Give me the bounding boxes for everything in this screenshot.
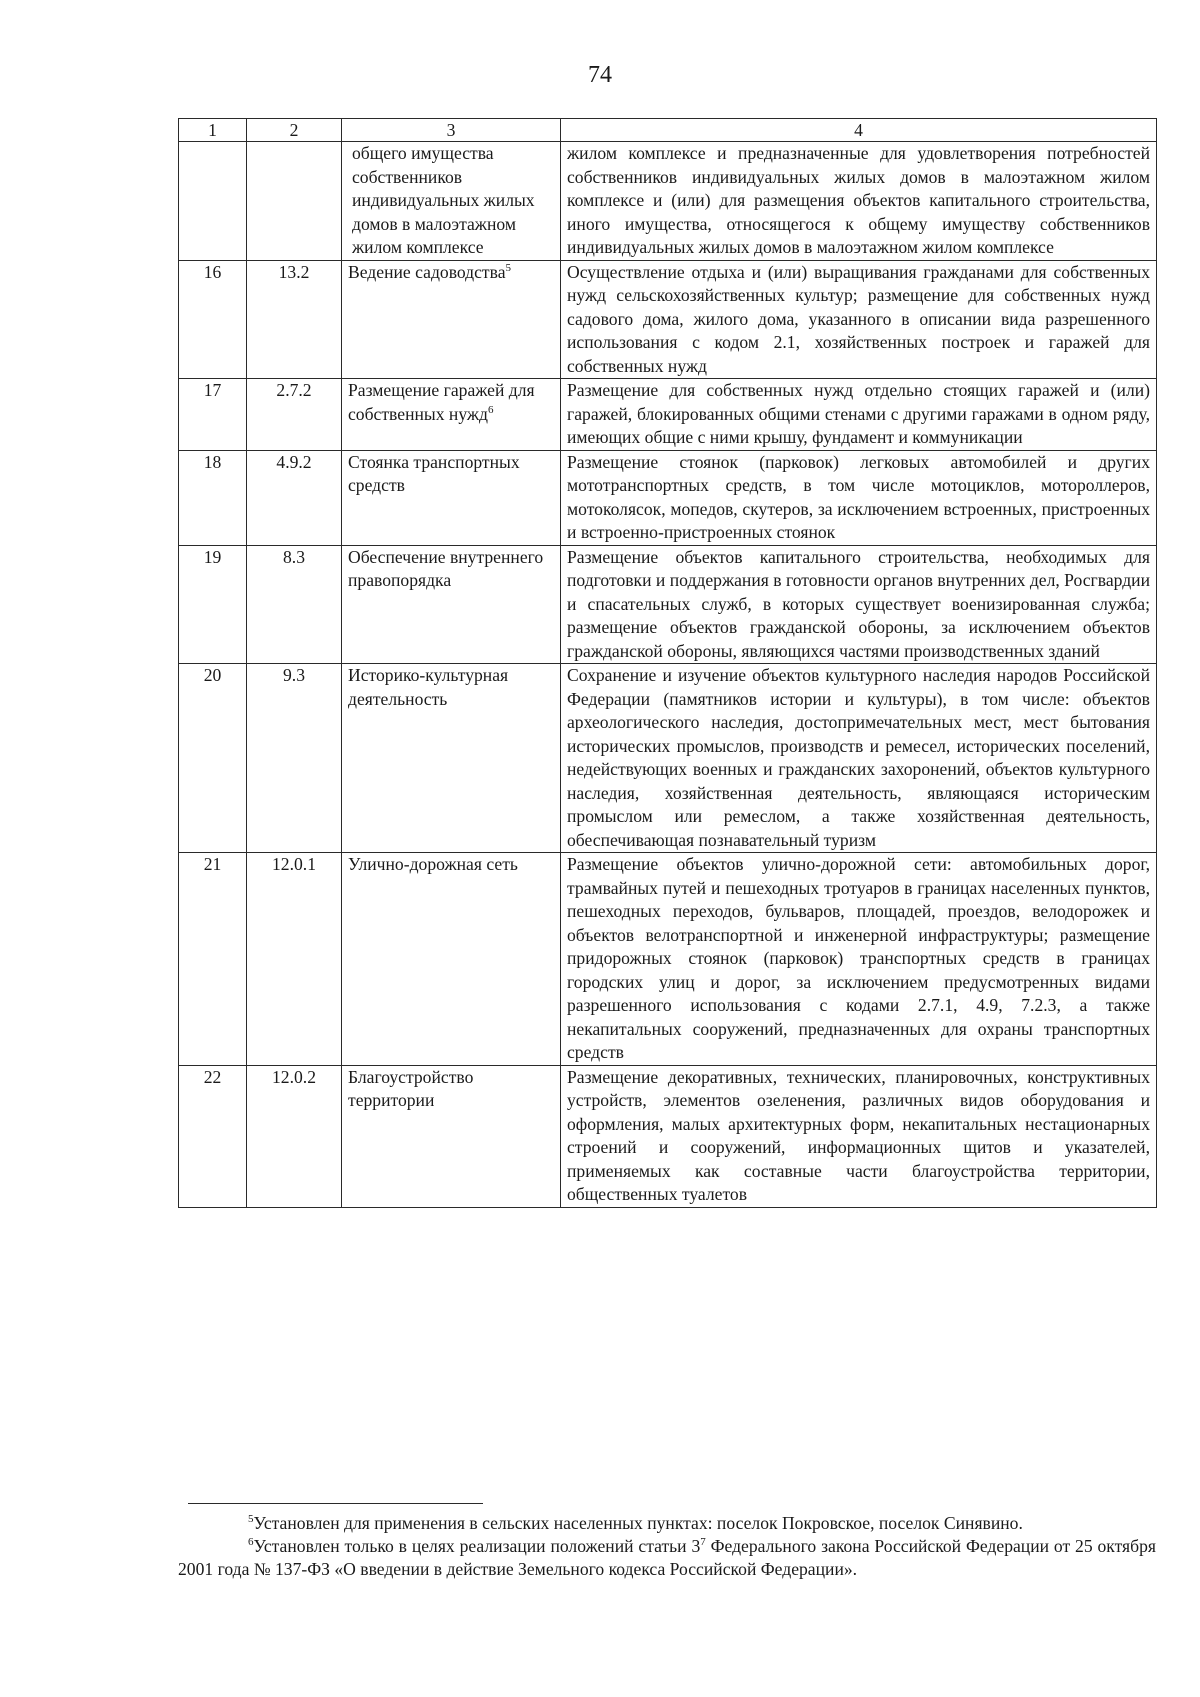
footnote-text: Установлен только в целях реализации положений статьи 3 — [253, 1536, 701, 1556]
use-name-text: Историко-культурная деятельность — [348, 665, 509, 709]
use-name — [342, 853, 561, 1066]
column-header: 4 — [561, 119, 1157, 142]
use-name — [342, 1065, 561, 1207]
use-name-text: Стоянка транспортных средств — [348, 451, 520, 495]
table-row — [179, 142, 1157, 261]
footnote — [178, 1512, 1156, 1535]
footnotes — [178, 1512, 1156, 1581]
footnote-ref: 6 — [488, 403, 494, 416]
table-row — [179, 379, 1157, 451]
row-number — [179, 142, 247, 261]
table-row — [179, 853, 1157, 1066]
use-code: 9.3 — [247, 664, 342, 853]
use-name-text: Улично-дорожная сеть — [348, 854, 518, 874]
footnote-ref: 5 — [505, 261, 512, 274]
use-code: 4.9.2 — [247, 450, 342, 545]
land-use-table — [178, 118, 1157, 1208]
use-description: Сохранение и изучение объектов культурного наследия народов Российской Федерации (памятников истории и культуры), в том числе: объектов археологического наследия, достопримечательных мест, мест бытования исторических промыслов, производств и ремесел, исторических поселений, недействующих военных и гражданских захоронений, объектов культурного наследия, хозяйственная деятельность, являющаяся историческим промыслом или ремеслом, а также хозяйственная деятельность, обеспечивающая познавательный туризм — [561, 664, 1157, 853]
use-code: 12.0.1 — [247, 853, 342, 1066]
row-number: 20 — [179, 664, 247, 853]
footnote-marker: 6 — [248, 1536, 254, 1548]
use-description: Размещение объектов капитального строительства, необходимых для подготовки и поддержания в готовности органов внутренних дел, Росгвардии и спасательных служб, в которых существует военизированная служба; размещение объектов гражданской обороны, за исключением объектов гражданской обороны, являющихся частями производственных зданий — [561, 545, 1157, 664]
footnote-text: Установлен для применения в сельских населенных пунктах: поселок Покровское, поселок Синявино. — [253, 1513, 1023, 1533]
table-row — [179, 664, 1157, 853]
use-description: Размещение для собственных нужд отдельно стоящих гаражей и (или) гаражей, блокированных общими стенами с другими гаражами в одном ряду, имеющих общие с ними крышу, фундамент и коммуникации — [561, 379, 1157, 451]
use-description: жилом комплексе и предназначенные для удовлетворения потребностей собственников индивидуальных жилых домов в малоэтажном жилом комплексе и (или) для размещения объектов капитального строительства, иного имущества, относящегося к общему имуществу собственников индивидуальных жилых домов в малоэтажном жилом комплексе — [561, 142, 1157, 261]
column-header: 1 — [179, 119, 247, 142]
use-code: 8.3 — [247, 545, 342, 664]
table-row — [179, 545, 1157, 664]
column-header: 3 — [342, 119, 561, 142]
use-description: Размещение объектов улично-дорожной сети: автомобильных дорог, трамвайных путей и пешеходных тротуаров в границах населенных пунктов, пешеходных переходов, бульваров, площадей, проездов, велодорожек и объектов велотранспортной и инженерной инфраструктуры; размещение придорожных стоянок (парковок) транспортных средств в границах городских улиц и дорог, за исключением предусмотренных видами разрешенного использования с кодами 2.7.1, 4.9, 7.2.3, а также некапитальных сооружений, предназначенных для охраны транспортных средств — [561, 853, 1157, 1066]
use-description: Размещение стоянок (парковок) легковых автомобилей и других мототранспортных средств, в том числе мотоциклов, мотороллеров, мотоколясок, мопедов, скутеров, за исключением встроенных, пристроенных и встроенно-пристроенных стоянок — [561, 450, 1157, 545]
page-number: 74 — [588, 62, 612, 88]
footnote-text: Федерального закона Российской Федерации от 25 октября 2001 года № 137-ФЗ «О введении в действие Земельного кодекса Российской Федерации». — [178, 1536, 1156, 1579]
use-description: Размещение декоративных, технических, планировочных, конструктивных устройств, элементов озеленения, различных видов оборудования и оформления, малых архитектурных форм, некапитальных нестационарных строений и сооружений, информационных щитов и указателей, применяемых как составные части благоустройства территории, общественных туалетов — [561, 1065, 1157, 1207]
use-name-text: Обеспечение внутреннего правопорядка — [348, 546, 544, 590]
use-name-text: Ведение садоводства — [348, 261, 506, 282]
use-name — [342, 260, 561, 379]
table-row — [179, 260, 1157, 379]
row-number: 21 — [179, 853, 247, 1066]
use-name — [342, 142, 561, 261]
use-code: 13.2 — [247, 260, 342, 379]
footnote-marker: 5 — [248, 1513, 254, 1525]
column-header: 2 — [247, 119, 342, 142]
use-name-text: Благоустройство территории — [348, 1066, 474, 1110]
footnote-inner-ref: 7 — [700, 1536, 706, 1548]
use-name-text: Размещение гаражей для собственных нужд — [348, 380, 535, 424]
use-name-text: общего имущества собственников индивидуальных жилых домов в малоэтажном жилом комплексе — [352, 143, 535, 257]
row-number: 19 — [179, 545, 247, 664]
row-number: 16 — [179, 260, 247, 379]
use-name — [342, 450, 561, 545]
use-name — [342, 545, 561, 664]
row-number: 22 — [179, 1065, 247, 1207]
footnote-separator — [188, 1503, 483, 1504]
use-description: Осуществление отдыха и (или) выращивания гражданами для собственных нужд сельскохозяйственных культур; размещение для собственных нужд садового дома, жилого дома, указанного в описании вида разрешенного использования с кодом 2.1, хозяйственных построек и гаражей для собственных нужд — [561, 260, 1157, 379]
row-number: 18 — [179, 450, 247, 545]
use-name — [342, 379, 561, 451]
use-code: 2.7.2 — [247, 379, 342, 451]
table-header-row — [179, 119, 1157, 142]
table-row — [179, 1065, 1157, 1207]
use-code — [247, 142, 342, 261]
use-name — [342, 664, 561, 853]
use-code: 12.0.2 — [247, 1065, 342, 1207]
footnote — [178, 1535, 1156, 1581]
table-row — [179, 450, 1157, 545]
row-number: 17 — [179, 379, 247, 451]
